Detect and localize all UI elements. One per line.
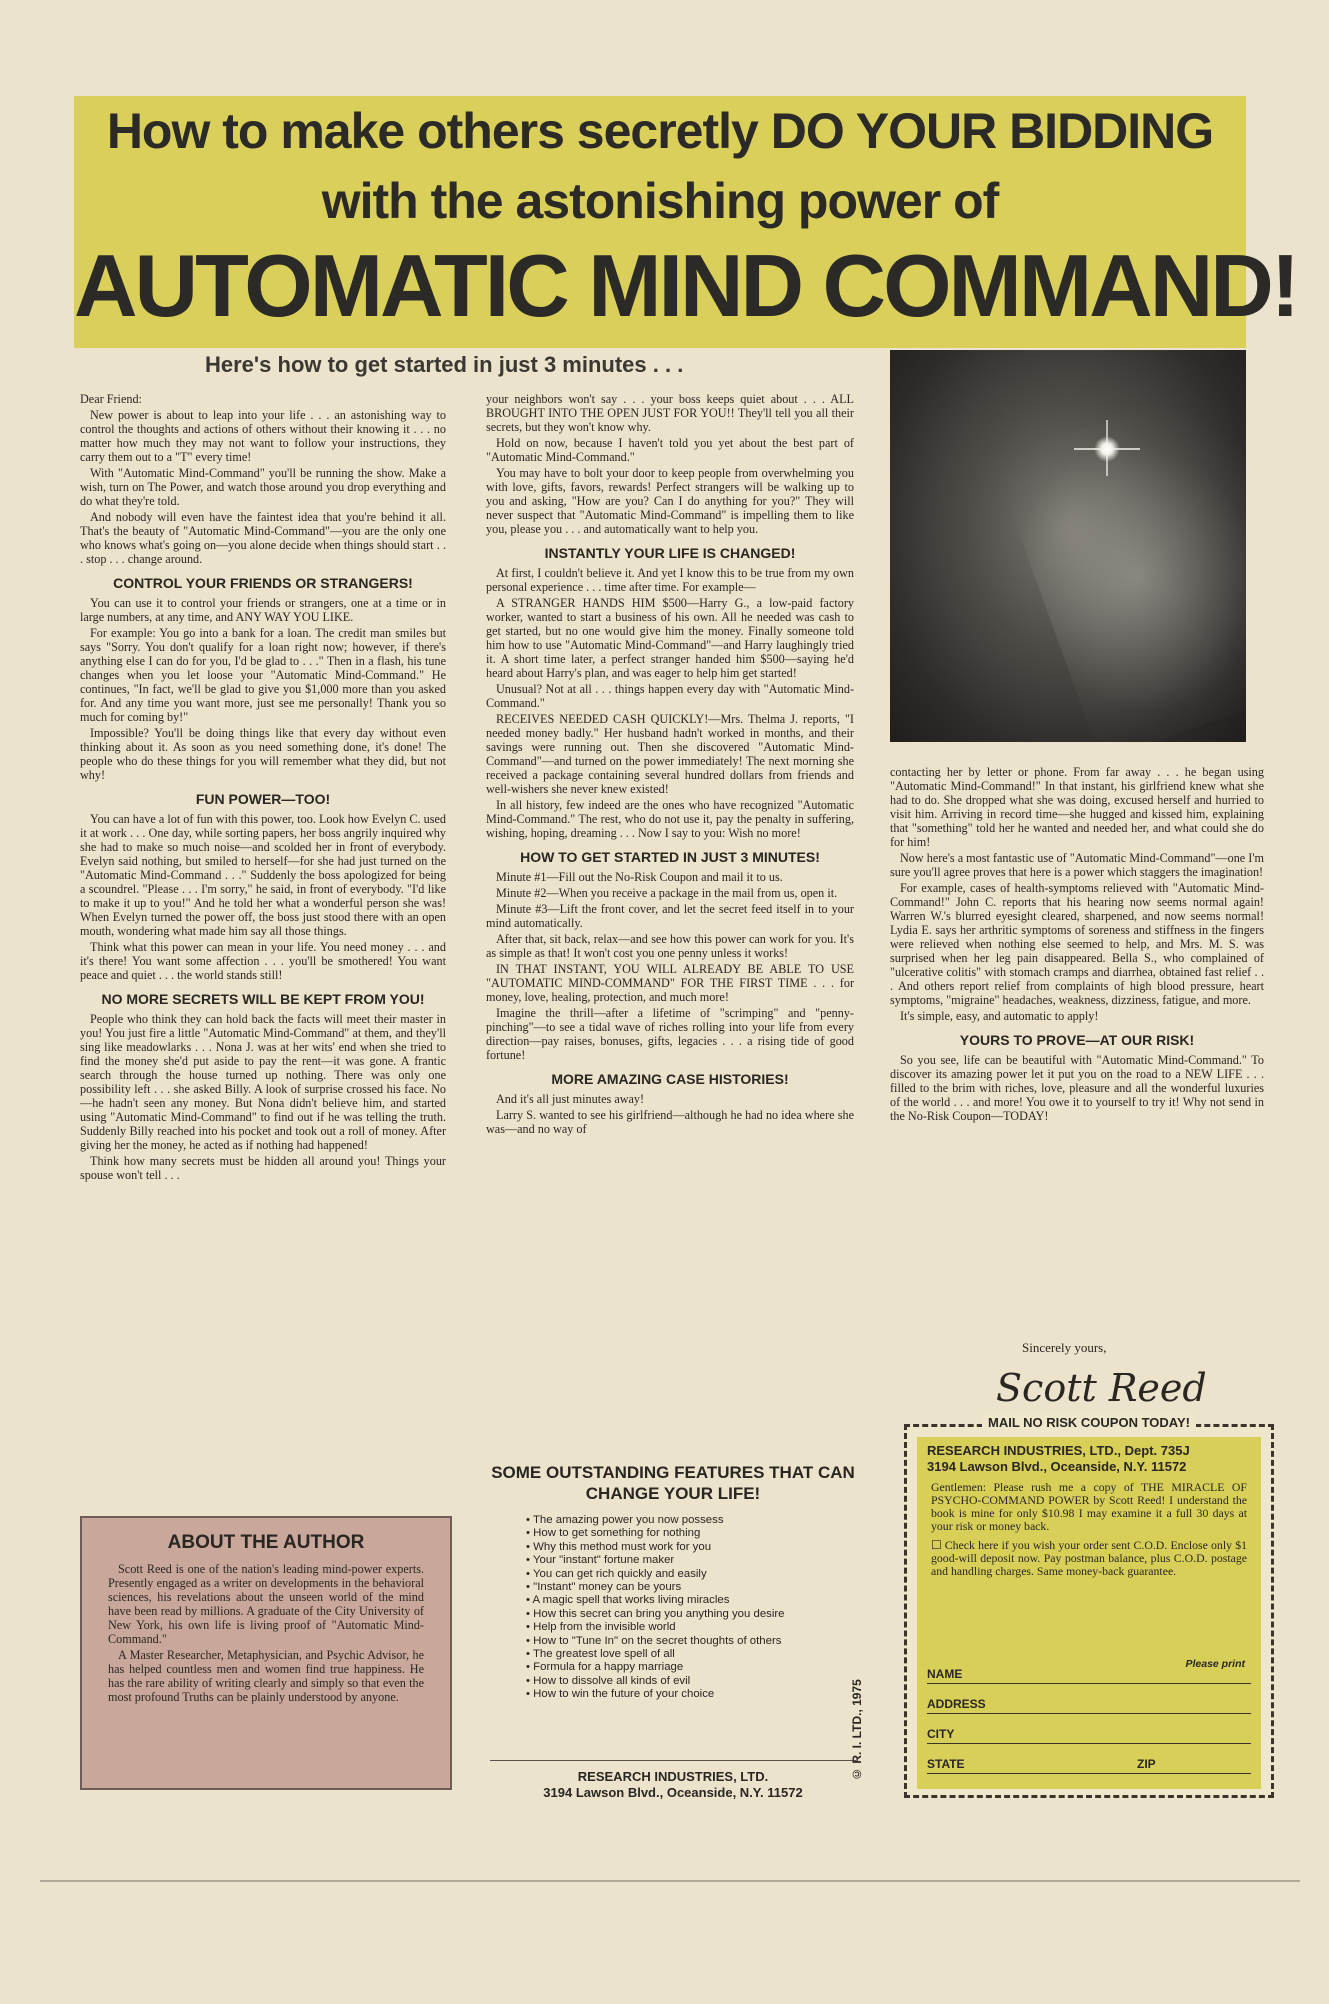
headline-line-2: with the astonishing power of (321, 173, 999, 229)
paragraph: In all history, few indeed are the ones who have recognized "Automatic Mind-Command." The rest, who do not use it, pay the penalty in suffering, wishing, hoping, dreaming . . . Now I say to you: Wish no more! (486, 798, 854, 840)
paragraph: It's simple, easy, and automatic to apply! (900, 1009, 1099, 1023)
coupon-company (927, 1443, 1251, 1475)
nebula-glow (993, 379, 1246, 742)
paragraph: your neighbors won't say . . . your boss keeps quiet about . . . ALL BROUGHT INTO THE OPEN JUST FOR YOU!! They'll tell you all their secrets, but they won't know why. (486, 392, 854, 434)
list-item: • A magic spell that works living miracles (526, 1594, 856, 1607)
copyright-notice: © R. I. LTD., 1975 (850, 1679, 864, 1781)
galaxy-photo (890, 350, 1246, 742)
list-item: • How to "Tune In" on the secret thoughts of others (526, 1635, 856, 1648)
paragraph: Minute #3—Lift the front cover, and let the secret feed itself in to your mind automatically. (486, 902, 854, 930)
section-heading: FUN POWER—TOO! (195, 791, 331, 807)
paragraph: And it's all just minutes away! (496, 1092, 645, 1106)
order-coupon (904, 1415, 1274, 1798)
headline-banner (74, 96, 1298, 348)
print-hint: Please print (1185, 1658, 1245, 1670)
salutation: Dear Friend: (80, 392, 142, 406)
section-heading: INSTANTLY YOUR LIFE IS CHANGED! (544, 545, 796, 561)
subheadline: Here's how to get started in just 3 minutes . . . (205, 352, 684, 377)
paragraph: After that, sit back, relax—and see how this power can work for you. It's as simple as that! It won't cost you one penny unless it works! (486, 932, 854, 960)
list-item: • How to dissolve all kinds of evil (526, 1675, 856, 1688)
city-label: CITY (927, 1727, 955, 1741)
paragraph: People who think they can hold back the facts will meet their master in you! You just fire a little "Automatic Mind-Command" at them, and they'll sing like meadowlarks . . . Nona J. was at her wits' end when she tried to find the money she'd put aside to pay the rent—it was gone. A frantic search through the house turned up nothing. There was only one possibility left . . . she asked Billy. A look of surprise crossed his face. No—he hadn't seen any money. But Nona didn't believe him, and started using "Automatic Mind-Command" to find out if he was telling the truth. Suddenly Billy reached into his pocket and took out a roll of money. After giving her the money, he acted as if nothing had happened! (80, 1012, 446, 1152)
paragraph: Imagine the thrill—after a lifetime of "scrimping" and "penny-pinching"—to see a tidal wave of riches rolling into your life from every direction—pay raises, bonuses, gifts, legacies . . . a rising tide of good fortune! (486, 1006, 854, 1062)
signature: Scott Reed (996, 1366, 1207, 1410)
company-address (490, 1760, 856, 1801)
paragraph: You can have a lot of fun with this power, too. Look how Evelyn C. used it at work . . . One day, while sorting papers, her boss angrily inquired why she had to make so much noise—and scolded her in front of everybody. Evelyn said nothing, but smiled to herself—for she had just turned on the "Automatic Mind-Command . . ." Suddenly the boss apologized for being a scoundrel. "Please . . . I'm sorry," he said, in front of everybody. "I'd like to make it up to you!" And he told her what a wonderful person she was! When Evelyn turned the power off, the boss just stood there with an open mouth, wondering what made him say all those things. (80, 812, 446, 938)
paragraph: Impossible? You'll be doing things like that every day without even thinking about it. As soon as you need something done, it's done! The people who do these things for you will remember what they did, but not why! (80, 726, 446, 782)
paragraph: Now here's a most fantastic use of "Automatic Mind-Command"—one I'm sure you'll agree proves that here is a power which staggers the imagination! (890, 851, 1264, 879)
column-3 (890, 765, 1264, 1125)
features-title: SOME OUTSTANDING FEATURES THAT CAN CHANGE YOUR LIFE! (491, 1463, 855, 1503)
coupon-order-text: Gentlemen: Please rush me a copy of THE MIRACLE OF PSYCHO-COMMAND POWER by Scott Reed! I understand the book is mine for only $10.98 I may examine it a full 30 days at your risk or money back. (931, 1480, 1247, 1533)
address-field[interactable] (927, 1689, 1251, 1714)
paragraph: New power is about to leap into your life . . . an astonishing way to control the thoughts and actions of others without their knowing it . . . no matter how much they may not want to follow your instructions, they carry them out to a "T" every time! (80, 408, 446, 464)
zip-label: ZIP (1137, 1757, 1156, 1771)
section-heading: YOURS TO PROVE—AT OUR RISK! (959, 1032, 1195, 1048)
coupon-cod-checkbox[interactable]: ☐ Check here if you wish your order sent C.O.D. Enclose only $1 good-will deposit now. Pay postman balance, plus C.O.D. postage and handling charges. Same money-back guarantee. (931, 1538, 1247, 1578)
section-heading: HOW TO GET STARTED IN JUST 3 MINUTES! (520, 849, 820, 865)
star-icon (1094, 436, 1120, 462)
closing: Sincerely yours, (1022, 1340, 1107, 1355)
paragraph: Minute #2—When you receive a package in the mail from us, open it. (496, 886, 838, 900)
paragraph: For example, cases of health-symptoms relieved with "Automatic Mind-Command!" John C. reports that his hearing now seems normal again! Warren W.'s blurred eyesight cleared, sharpened, and now seems normal! Lydia E. says her arthritic symptoms of soreness and stiffness in the fingers were relieved when nothing else seemed to help, and Mrs. M. S. was surprised when her leg pain disappeared. Bella S., who complained of "ulcerative colitis" with stomach cramps and diarrhea, obtained fast relief . . . And others report relief from complaints of high blood pressure, heart symptoms, "migraine" headaches, weakness, dizziness, fatigue, and more. (890, 881, 1264, 1007)
paragraph: So you see, life can be beautiful with "Automatic Mind-Command." To discover its amazing power let it put you on the road to a NEW LIFE . . . filled to the brim with riches, love, pleasure and all the wonderful luxuries of the world . . . and more! You owe it to yourself to try it! Why not send in the No-Risk Coupon—TODAY! (890, 1053, 1264, 1123)
list-item: • "Instant" money can be yours (526, 1581, 856, 1594)
column-2 (486, 392, 854, 1138)
list-item: • You can get rich quickly and easily (526, 1568, 856, 1581)
city-field[interactable] (927, 1719, 1251, 1744)
author-title: ABOUT THE AUTHOR (167, 1532, 365, 1553)
paragraph: contacting her by letter or phone. From far away . . . he began using "Automatic Mind-Command!" In that instant, his girlfriend knew what she had to do. She dropped what she was doing, excused herself and hurried to visit him. Arriving in record time—she hugged and kissed him, explaining that "something" told her he wanted and needed her, and what could she do for him! (890, 765, 1264, 849)
state-label: STATE (927, 1757, 965, 1771)
features-box (490, 1462, 856, 1802)
paragraph: For example: You go into a bank for a loan. The credit man smiles but says "Sorry. You don't qualify for a loan right now; however, if there's anything else I can do for you, I'd be glad to . . ." Then in a flash, his tune changes when you let loose your "Automatic Mind-Command." He continues, "In fact, we'll be glad to give you $1,000 more than you asked for. And any time you want more, just see me personally! Thank you so much for coming by!" (80, 626, 446, 724)
list-item: • How to win the future of your choice (526, 1688, 856, 1701)
list-item: • Help from the invisible world (526, 1621, 856, 1634)
coupon-body (917, 1437, 1261, 1789)
paragraph: Larry S. wanted to see his girlfriend—although he had no idea where she was—and no way of (486, 1108, 854, 1136)
about-author-box (80, 1516, 452, 1790)
list-item: • The greatest love spell of all (526, 1648, 856, 1661)
paragraph: A STRANGER HANDS HIM $500—Harry G., a low-paid factory worker, wanted to start a business of his own. All he needed was cash to get started, but no one would give him the money. Finally someone told him how to use "Automatic Mind-Command"—and Harry laughingly tried it. A short time later, a perfect stranger handed him $500—saying he'd heard about Harry's plan, and was eager to help him get started! (486, 596, 854, 680)
name-field[interactable] (927, 1659, 1251, 1684)
paragraph: Hold on now, because I haven't told you yet about the best part of "Automatic Mind-Command." (486, 436, 854, 464)
coupon-header (907, 1415, 1271, 1430)
paragraph: You may have to bolt your door to keep people from overwhelming you with love, gifts, favors, rewards! Perfect strangers will be walking up to you and asking, "How are you? Can I do anything for you?" They will never suspect that "Automatic Mind-Command" is impelling them to like you, please you . . . and automatically want to help you. (486, 466, 854, 536)
company-name: RESEARCH INDUSTRIES, LTD. (577, 1769, 769, 1784)
list-item: • The amazing power you now possess (526, 1514, 856, 1527)
coupon-company-dept: RESEARCH INDUSTRIES, LTD., Dept. 735J (927, 1443, 1190, 1458)
name-label: NAME (927, 1667, 963, 1681)
paragraph: You can use it to control your friends or strangers, one at a time or in large numbers, at any time, and ANY WAY YOU LIKE. (80, 596, 446, 624)
paragraph: Minute #1—Fill out the No-Risk Coupon and mail it to us. (496, 870, 783, 884)
coupon-header-text: MAIL NO RISK COUPON TODAY! (982, 1415, 1196, 1430)
section-heading: MORE AMAZING CASE HISTORIES! (551, 1071, 789, 1087)
section-heading: NO MORE SECRETS WILL BE KEPT FROM YOU! (101, 991, 425, 1007)
paragraph: With "Automatic Mind-Command" you'll be running the show. Make a wish, turn on The Power, and watch those around you drop everything and do what they're told. (80, 466, 446, 508)
page-bottom-rule (40, 1880, 1300, 1882)
list-item: • Why this method must work for you (526, 1541, 856, 1554)
paragraph: And nobody will even have the faintest idea that you're behind it all. That's the beauty of "Automatic Mind-Command"—you are the only one who knows what's going on—you alone decide when things should start . . . stop . . . change around. (80, 510, 446, 566)
company-street: 3194 Lawson Blvd., Oceanside, N.Y. 11572 (543, 1785, 803, 1800)
paragraph: Unusual? Not at all . . . things happen every day with "Automatic Mind-Command." (486, 682, 854, 710)
headline-line-1: How to make others secretly DO YOUR BIDDING (106, 103, 1214, 159)
paragraph: IN THAT INSTANT, YOU WILL ALREADY BE ABLE TO USE "AUTOMATIC MIND-COMMAND" FOR THE FIRST TIME . . . for money, love, healing, protection, and much more! (486, 962, 854, 1004)
list-item: • How this secret can bring you anything you desire (526, 1608, 856, 1621)
headline-line-3: AUTOMATIC MIND COMMAND! (74, 236, 1298, 335)
author-paragraph: A Master Researcher, Metaphysician, and Psychic Advisor, he has helped countless men and women find true happiness. He has the rare ability of writing clearly and simply so that even the most profound Truths can be plainly understood by anyone. (108, 1648, 424, 1704)
paragraph: RECEIVES NEEDED CASH QUICKLY!—Mrs. Thelma J. reports, "I needed money badly." Her husband hadn't worked in months, and their savings were running out. Then she discovered "Automatic Mind-Command"—and turned on the power immediately! The next morning she received a package containing several hundred dollars from friends and well-wishers she never knew existed! (486, 712, 854, 796)
coupon-company-address: 3194 Lawson Blvd., Oceanside, N.Y. 11572 (927, 1459, 1187, 1474)
author-paragraph: Scott Reed is one of the nation's leading mind-power experts. Presently engaged as a writer on developments in the behavioral sciences, his revelations about the unseen world of the mind have been read by millions. A graduate of the City University of New York, his own life is living proof of "Automatic Mind-Command." (108, 1562, 424, 1646)
paragraph: Think what this power can mean in your life. You need money . . . and it's there! You want some affection . . . you'll be smothered! You want peace and quiet . . . the world stands still! (80, 940, 446, 982)
list-item: • How to get something for nothing (526, 1527, 856, 1540)
address-label: ADDRESS (927, 1697, 986, 1711)
section-heading: CONTROL YOUR FRIENDS OR STRANGERS! (113, 575, 413, 591)
state-zip-field[interactable] (927, 1749, 1251, 1774)
paragraph: Think how many secrets must be hidden all around you! Things your spouse won't tell . . . (80, 1154, 446, 1182)
features-list (526, 1514, 856, 1702)
column-1 (80, 392, 446, 1184)
list-item: • Formula for a happy marriage (526, 1661, 856, 1674)
paragraph: At first, I couldn't believe it. And yet I know this to be true from my own personal experience . . . time after time. For example— (486, 566, 854, 594)
list-item: • Your "instant" fortune maker (526, 1554, 856, 1567)
